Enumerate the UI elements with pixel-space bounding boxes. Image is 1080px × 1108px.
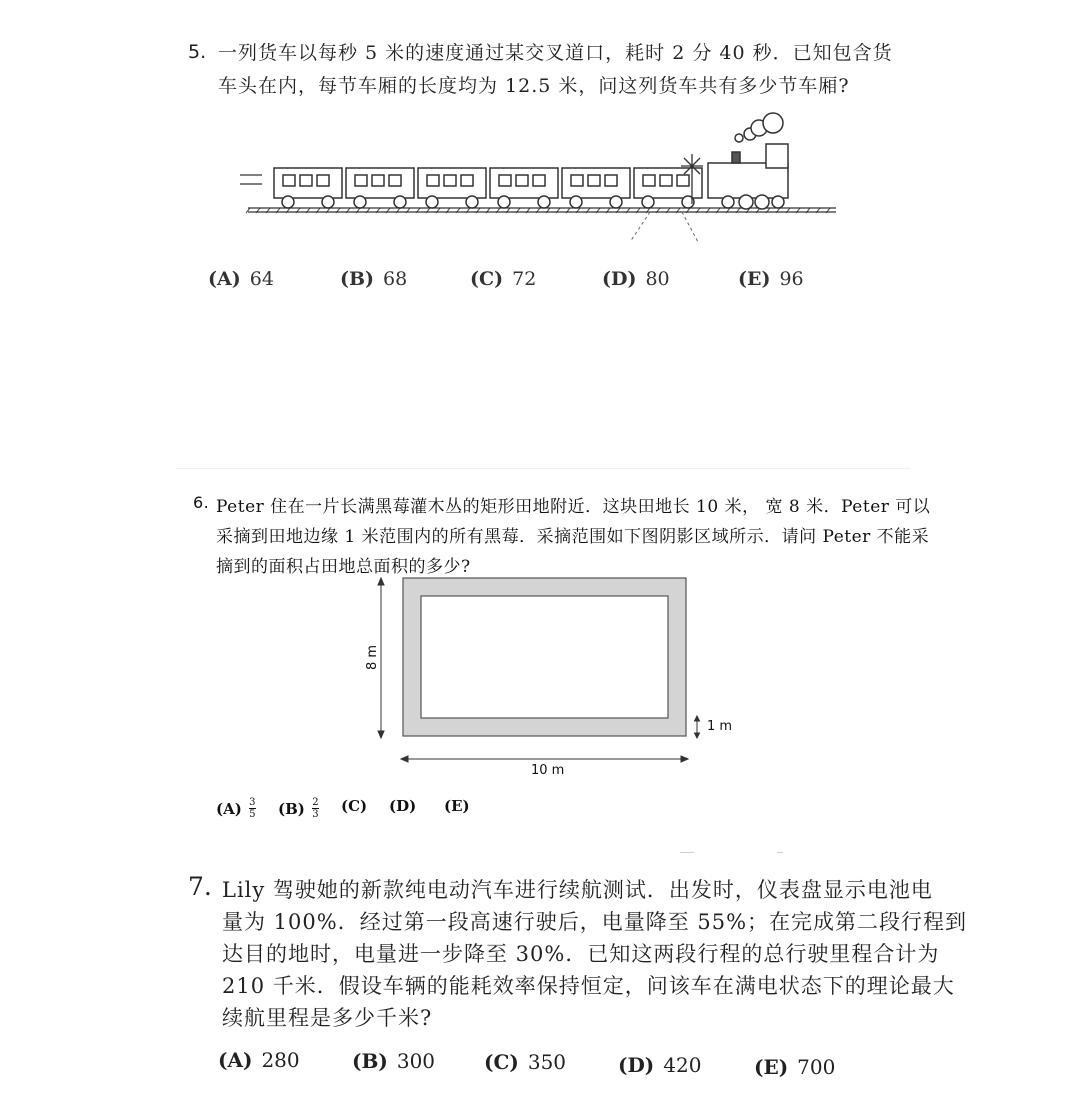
question-text-line: Peter 住在一片长满黑莓灌木丛的矩形田地附近．这块田地长 10 米， 宽 8 米．Peter 可以 [216, 497, 931, 517]
choice-d[interactable] [389, 797, 416, 815]
choice-b[interactable] [278, 797, 319, 820]
choice-d[interactable] [618, 1053, 701, 1077]
question-number: 7. [188, 872, 212, 901]
choice-label: (C) [484, 1050, 519, 1074]
choice-value: 64 [249, 268, 274, 290]
choice-label: (E) [738, 268, 771, 290]
choice-label: (D) [602, 268, 637, 290]
question-text-line: 续航里程是多少千米? [222, 1006, 433, 1030]
choice-label: (B) [352, 1049, 388, 1073]
divider [175, 468, 910, 469]
fraction [249, 797, 256, 820]
train-illustration [236, 108, 846, 248]
choice-label: (A) [216, 799, 242, 818]
fraction-denominator: 5 [249, 809, 256, 820]
choice-label: (E) [444, 797, 470, 815]
question-number: 6. [193, 493, 210, 512]
choice-c[interactable] [341, 797, 367, 815]
choice-e[interactable] [738, 268, 804, 290]
border-width-label: 1 m [707, 719, 733, 734]
fraction [312, 797, 319, 820]
choice-value: 700 [797, 1055, 836, 1079]
question-text-line: 采摘到田地边缘 1 米范围内的所有黑莓．采摘范围如下图阴影区域所示．请问 Peter 不能采 [216, 527, 930, 547]
choice-value: 96 [779, 268, 804, 290]
question-number: 5. [188, 41, 207, 63]
question-text-line: 摘到的面积占田地总面积的多少? [216, 557, 471, 577]
choice-label: (D) [618, 1053, 655, 1077]
choice-e[interactable] [444, 797, 470, 815]
width-label: 10 m [531, 763, 565, 778]
unreachable-region [421, 596, 668, 718]
choice-label: (A) [208, 268, 241, 290]
choice-a[interactable] [208, 268, 274, 290]
height-label: 8 m [365, 644, 381, 671]
question-text-line: Lily 驾驶她的新款纯电动汽车进行续航测试．出发时，仪表盘显示电池电 [222, 878, 933, 902]
fraction-numerator: 2 [312, 797, 319, 808]
choice-e[interactable] [754, 1055, 835, 1079]
question-text-line: 量为 100%．经过第一段高速行驶后，电量降至 55%；在完成第二段行程到 [222, 910, 968, 934]
question-text-line: 车头在内，每节车厢的长度均为 12.5 米，问这列货车共有多少节车厢? [218, 75, 850, 97]
question-text-line: 一列货车以每秒 5 米的速度通过某交叉道口，耗时 2 分 40 秒．已知包含货 [218, 42, 893, 64]
choice-value: 350 [527, 1050, 567, 1074]
choice-b[interactable] [340, 268, 407, 290]
choice-value: 80 [645, 268, 670, 290]
choice-label: (D) [389, 797, 417, 815]
choice-label: (E) [754, 1055, 789, 1079]
choice-c[interactable] [470, 268, 536, 290]
choice-label: (B) [340, 268, 375, 290]
choice-a[interactable] [218, 1048, 300, 1072]
choice-label: (C) [470, 268, 504, 290]
question-text-line: 达目的地时，电量进一步降至 30%．已知这两段行程的总行驶里程合计为 [222, 942, 940, 966]
choice-a[interactable] [216, 797, 256, 820]
choice-value: 280 [261, 1048, 300, 1072]
choice-label: (A) [218, 1048, 253, 1072]
choice-label: (B) [278, 799, 305, 818]
choice-value: 300 [396, 1049, 436, 1073]
field-diagram [355, 575, 745, 785]
choice-value: 68 [383, 268, 408, 290]
choice-d[interactable] [602, 268, 670, 290]
scan-mark [680, 852, 694, 853]
choice-value: 420 [663, 1053, 702, 1077]
choice-value: 72 [512, 268, 537, 290]
fraction-denominator: 3 [312, 809, 319, 820]
choice-label: (C) [341, 797, 368, 815]
scan-mark [777, 852, 783, 853]
question-text-line: 210 千米．假设车辆的能耗效率保持恒定，问该车在满电状态下的理论最大 [222, 974, 955, 998]
choice-b[interactable] [352, 1049, 435, 1073]
fraction-numerator: 3 [249, 797, 256, 808]
choice-c[interactable] [484, 1050, 566, 1074]
